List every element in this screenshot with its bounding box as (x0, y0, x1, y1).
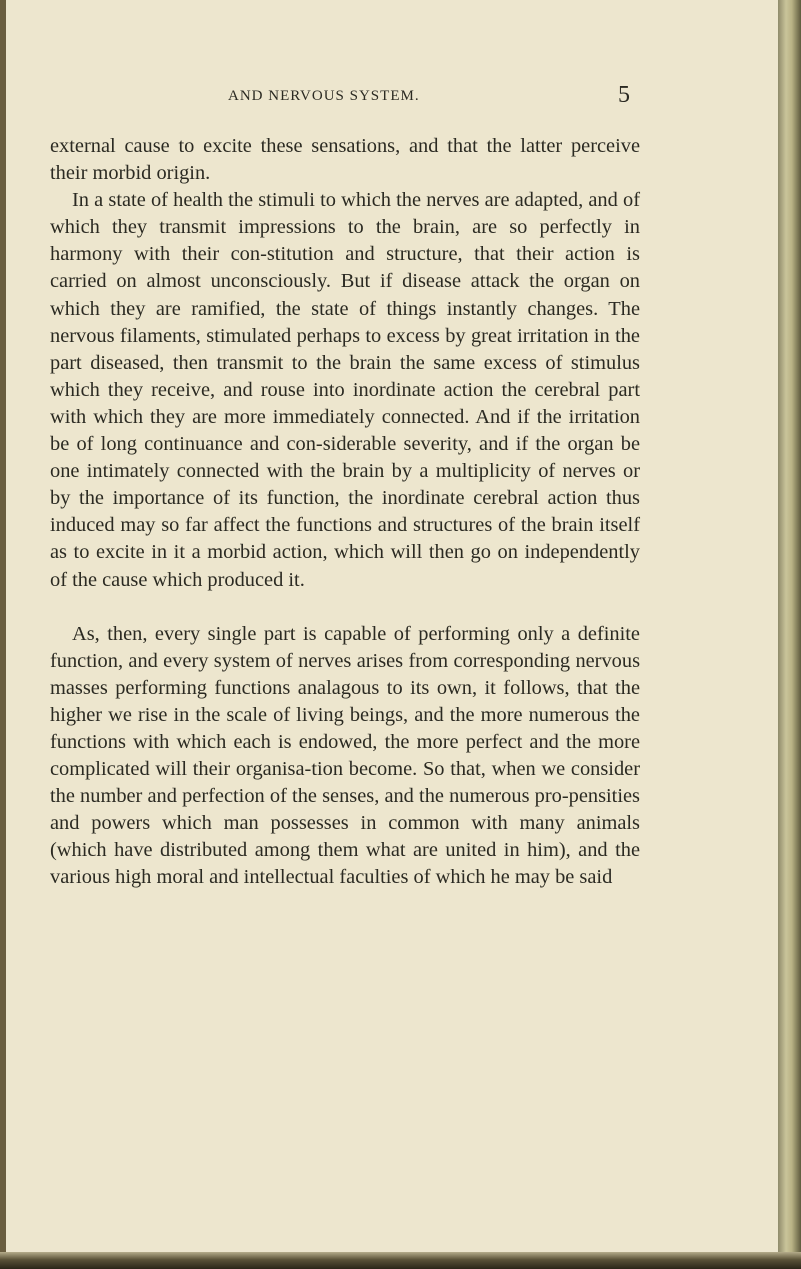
body-text (50, 133, 640, 892)
running-title: AND NERVOUS SYSTEM. (228, 88, 420, 104)
page-bottom-edge (0, 1252, 801, 1269)
page-number: 5 (618, 82, 630, 108)
paragraph-continued: external cause to excite these sensations, and that the latter perceive their morbid origin. (50, 135, 640, 185)
book-gutter-edge (778, 0, 801, 1269)
page-header (6, 82, 784, 110)
paragraph-health-stimuli: In a state of health the stimuli to which the nerves are adapted, and of which they transmit impressions to the brain, are so perfectly in harmony with their con-stitution and structure, that their action is carried on almost unconsciously. But if disease attack the organ on which they are ramified, the state of things instantly changes. The nervous filaments, stimulated perhaps to excess by great irritation in the part diseased, then transmit to the brain the same excess of stimulus which they receive, and rouse into inordinate action the cerebral part with which they are more immediately connected. And if the irritation be of long continuance and con-siderable severity, and if the organ be one intimately connected with the brain by a multiplicity of nerves or by the importance of its function, the inordinate cerebral action thus induced may so far affect the functions and structures of the brain itself as to excite in it a morbid action, which will then go on independently of the cause which produced it. (50, 189, 640, 591)
paragraph-gap (50, 594, 640, 621)
paragraph-single-part: As, then, every single part is capable of performing only a definite function, and every system of nerves arises from corresponding nervous masses performing functions analagous to its own, it follows, that the higher we rise in the scale of living beings, and the more numerous the functions with which each is endowed, the more perfect and the more complicated will their organisa-tion become. So that, when we consider the number and perfection of the senses, and the numerous pro-pensities and powers which man possesses in common with many animals (which have distributed among them what are united in him), and the various high moral and intellectual faculties of which he may be said (50, 622, 640, 889)
